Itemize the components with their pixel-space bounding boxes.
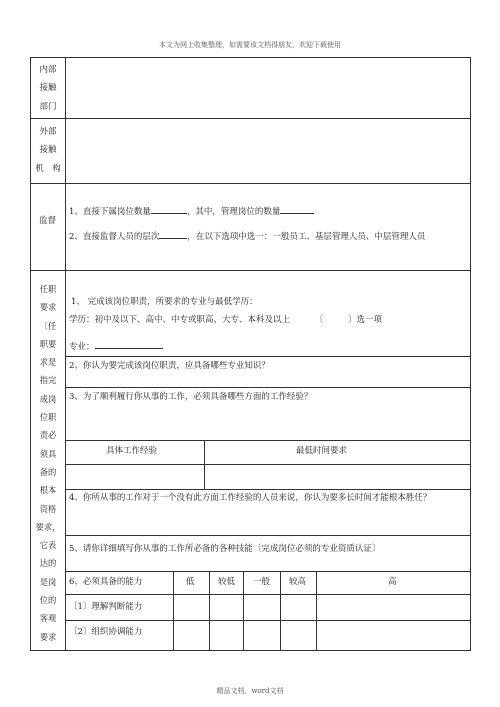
q6-header-low: 低 [186, 577, 195, 587]
page-header: 本文为网上收集整理，如需要该文档得朋友，欢迎下载使用 [159, 41, 341, 49]
q2-text: 2、你认为要完成该岗位职责，应具备哪些专业知识？ [69, 361, 270, 371]
table-left-border [30, 57, 31, 651]
q6-item-coordination: 〔2〕组织协调能力 [69, 627, 143, 637]
q3-table-top [65, 440, 470, 441]
q6-col-3 [243, 571, 244, 651]
internal-contact-label: 内部 接触 部门 [39, 65, 57, 112]
row-divider-external [30, 183, 470, 184]
q1-major: 专业： [69, 340, 163, 353]
label-column-divider [65, 57, 66, 651]
q3-divider [65, 489, 470, 490]
q6-header-medium: 一般 [253, 577, 271, 587]
subordinate-count-blank[interactable] [151, 205, 187, 214]
q3-col-experience: 具体工作经验 [106, 446, 158, 456]
q1-divider [65, 356, 470, 357]
q1-education: 学历：初中及以下、高中、中专或职高、大专、本科及以上 〔 〕选一项 [69, 315, 383, 325]
table-bottom-border [30, 650, 470, 651]
q6-header-bottom [65, 594, 470, 595]
supervise-line-1: 1、直接下属岗位数量 ，其中，管理岗位的数量 [69, 205, 314, 218]
q6-col-4 [280, 571, 281, 651]
major-blank[interactable] [95, 340, 163, 349]
q6-row-divider [65, 620, 470, 621]
external-contact-label: 外部 接触 机 构 [35, 127, 61, 174]
level-blank[interactable] [159, 230, 187, 239]
row-divider-supervise [30, 270, 470, 271]
q4-divider [65, 535, 470, 536]
supervise-line-2: 2、直接监督人员的层次 ，在以下选项中选一：一般员工、基层管理人员、中层管理人员 [69, 232, 426, 242]
manager-count-blank[interactable] [280, 205, 314, 214]
q6-item-judgment: 〔1〕理解判断能力 [69, 602, 143, 612]
page-footer: 精品文档，word文档 [216, 687, 284, 695]
education-bracket[interactable]: 〔 [314, 315, 324, 325]
q6-header-ability: 6、必须具备的能力 [69, 577, 143, 587]
q6-col-1 [173, 571, 174, 651]
supervise-label: 监督 [39, 216, 57, 226]
q3-text: 3、为了顺利履行你从事的工作，必须具备哪些方面的工作经验？ [69, 392, 313, 402]
q3-table-header-bottom [65, 464, 470, 465]
row-divider-internal [30, 118, 470, 119]
q6-col-2 [209, 571, 210, 651]
q4-text: 4、你所从事的工作对于一个没有此方面工作经验的人员来说，你认为要多长时间才能根本胜任？ [69, 493, 432, 503]
requirements-label: 任职 要求 〔任 职要 求是 指完 成岗 位职 责必 须具 备的 根本 资格 要求， 它表 达的 是岗 位的 客观 要求 [35, 284, 61, 642]
q2-divider [65, 387, 470, 388]
q5-divider [65, 571, 470, 572]
table-right-border [470, 57, 471, 651]
q6-header-high: 高 [388, 577, 397, 587]
q6-header-lower: 较低 [218, 577, 236, 587]
q6-col-5 [316, 571, 317, 651]
q3-col-min-time: 最低时间要求 [296, 446, 348, 456]
q5-text: 5、请你详细填写你从事的工作所必备的各种技能〔完成岗位必须的专业资质认证〕 [69, 544, 381, 554]
q1-text: 1、 完成该岗位职责，所要求的专业与最低学历： [71, 297, 258, 307]
table-top-border [30, 57, 470, 58]
q6-header-higher: 较高 [289, 577, 307, 587]
